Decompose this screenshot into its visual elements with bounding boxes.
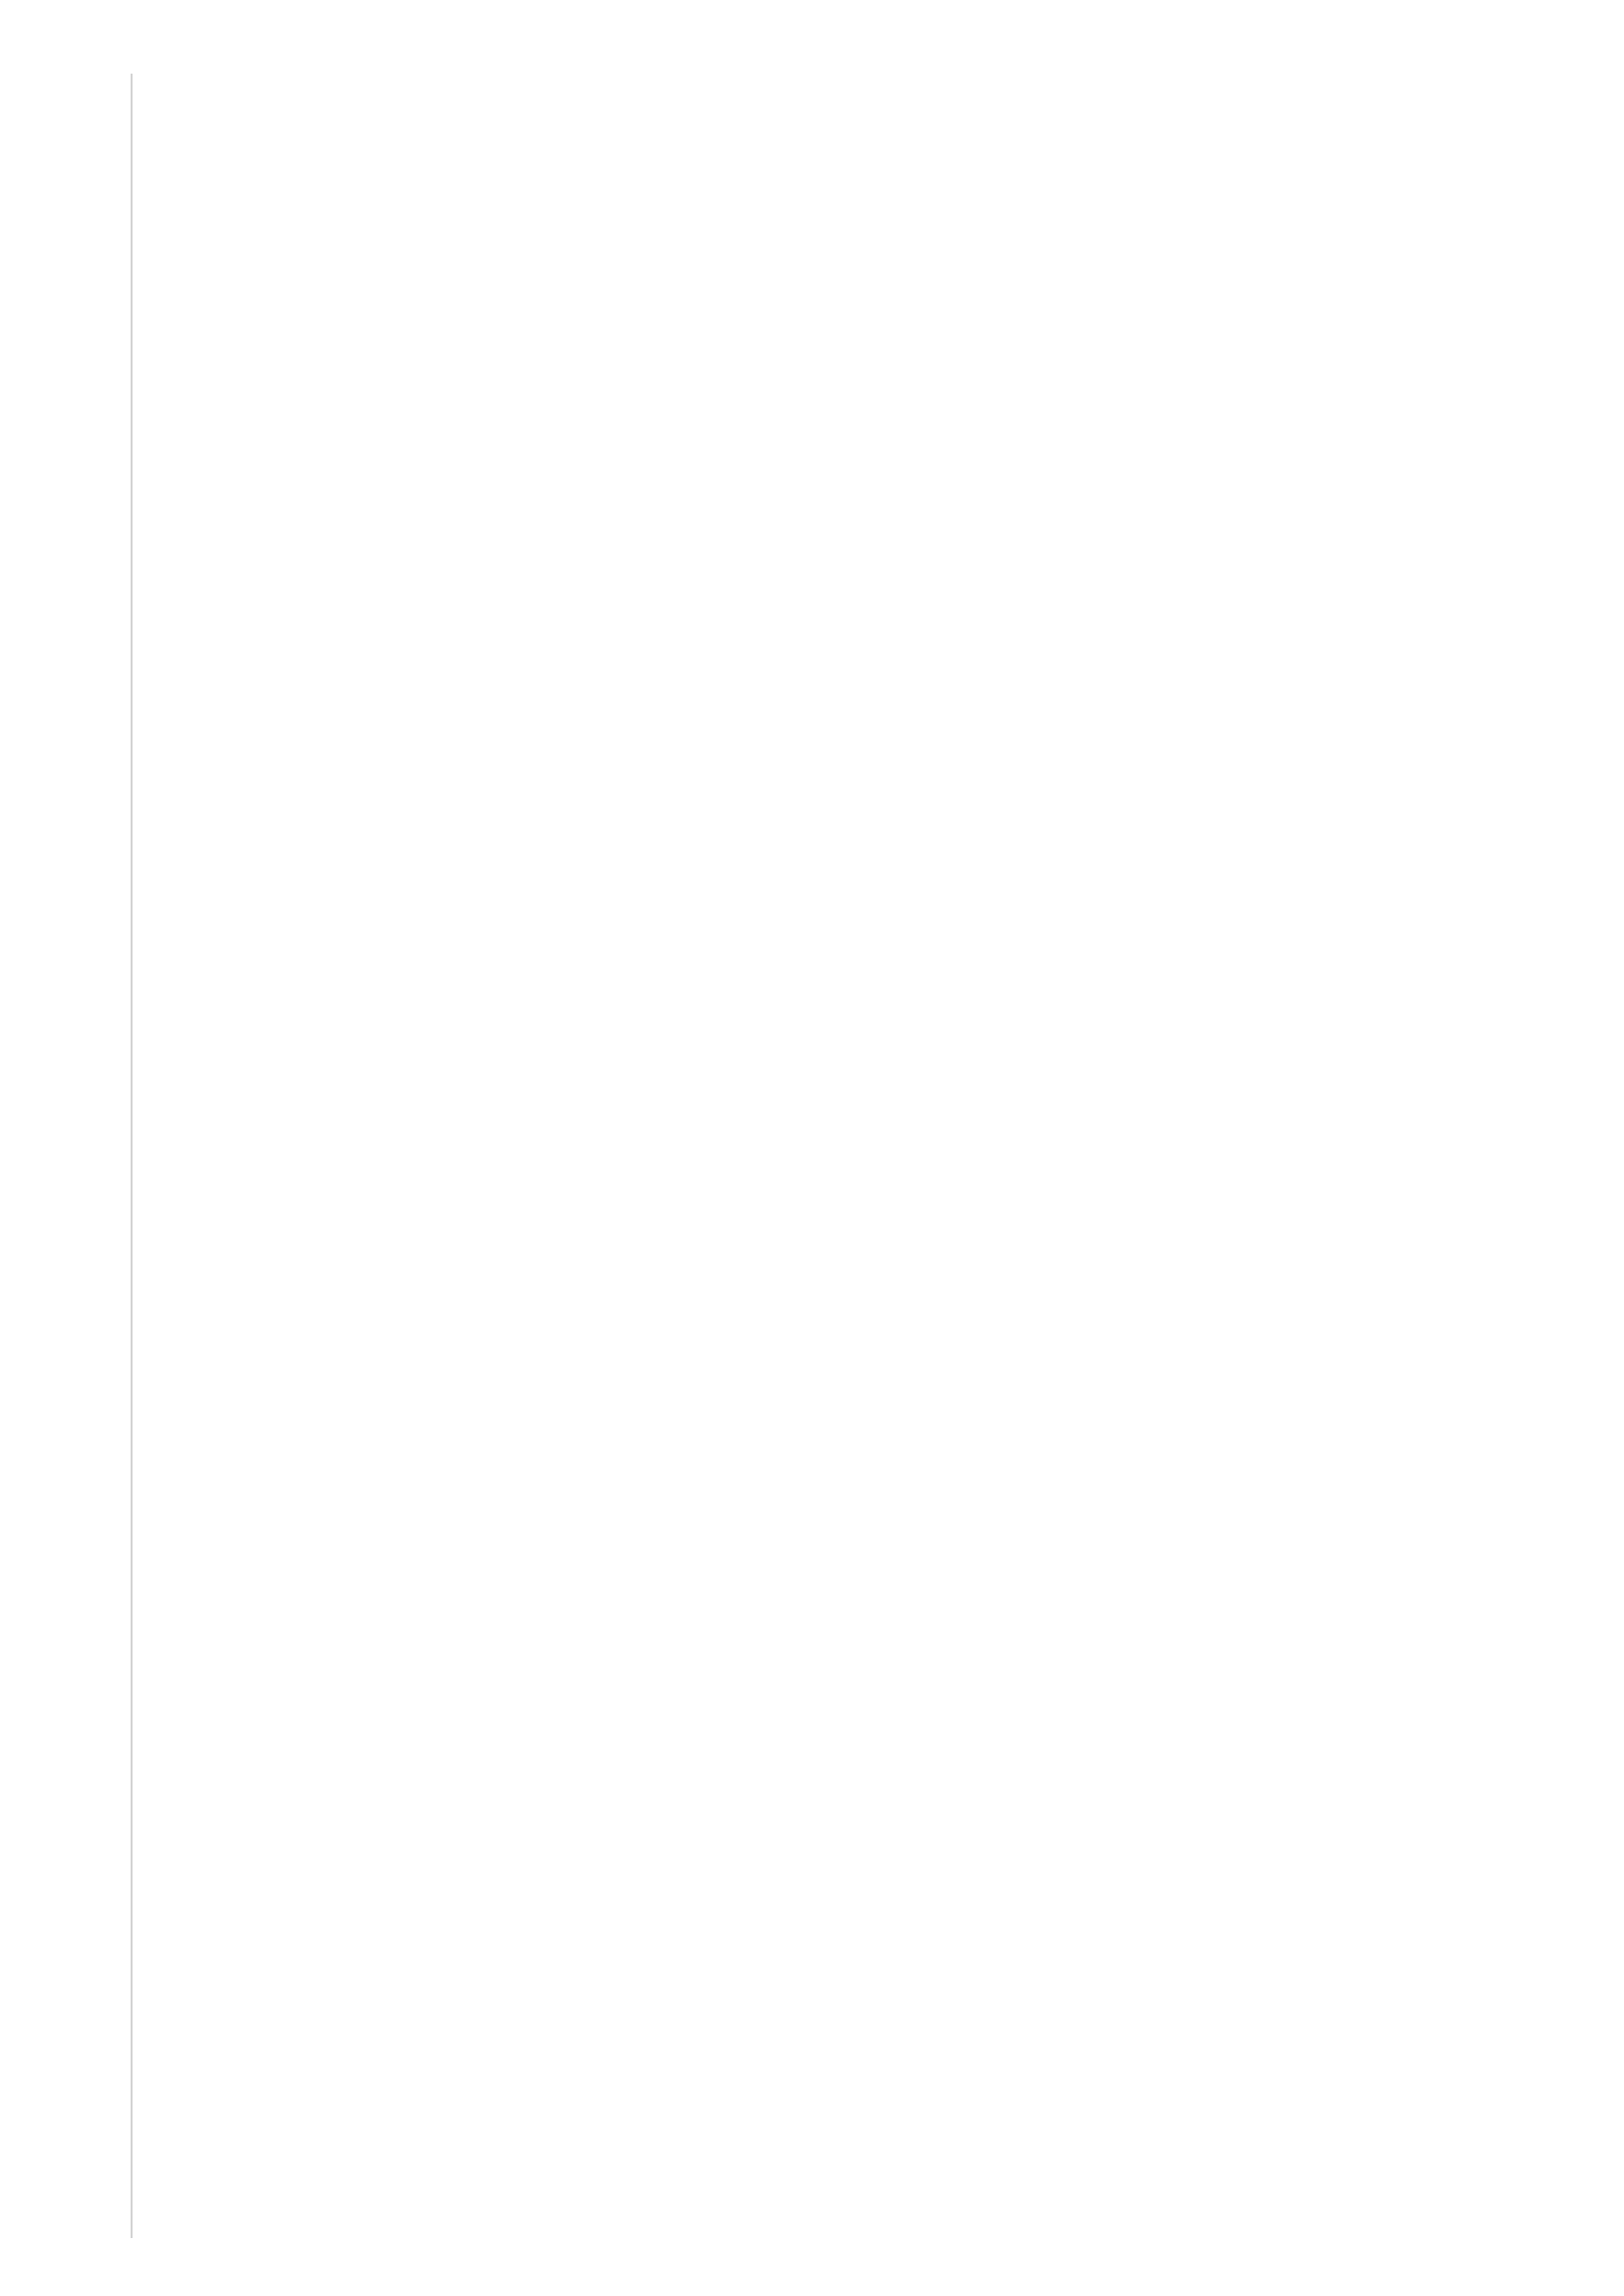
left-margin-rule [131, 74, 133, 2238]
